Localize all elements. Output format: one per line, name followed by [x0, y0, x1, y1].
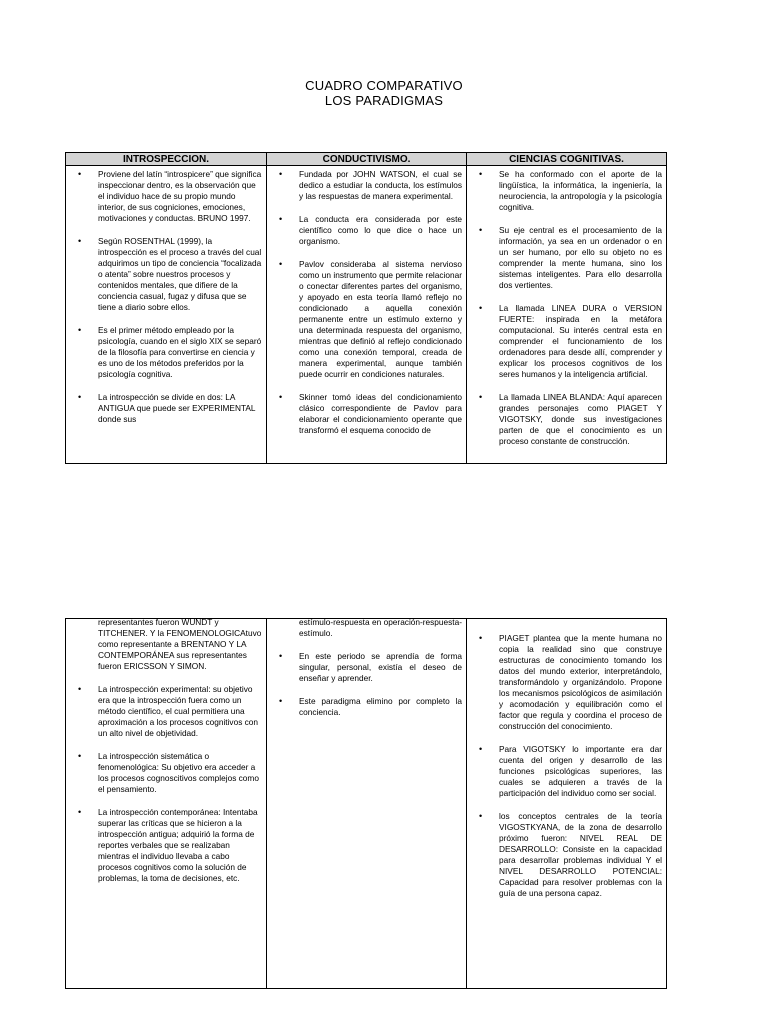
- table-body-row: [66, 166, 667, 464]
- list-item: • Proviene del latín “introspicere” que significa inspeccionar dentro, es la observación que el individuo hace de su propio mundo interior, de sus cogniciones, emociones, motivaciones y conductas. BRUNO 1997.: [98, 169, 262, 224]
- cell-conductivismo-continued: [267, 619, 467, 989]
- list-item: • La introspección se divide en dos: LA ANTIGUA que puede ser EXPERIMENTAL donde sus: [98, 392, 262, 425]
- list-item: • En este periodo se aprendía de forma singular, personal, existía el deseo de enseñar y aprender.: [299, 651, 462, 684]
- comparison-table-page-1: [65, 152, 667, 464]
- cell-ciencias-cognitivas-continued: [467, 619, 667, 989]
- table-body-row: [66, 619, 667, 989]
- header-conductivismo: CONDUCTIVISMO.: [267, 153, 467, 166]
- list-item: • Para VIGOTSKY lo importante era dar cuenta del origen y desarrollo de las funciones psicológicas superiores, las cuales se adquieren a través de la participación del individuo como ser social.: [499, 744, 662, 799]
- list-item: • La llamada LINEA BLANDA: Aquí aparecen grandes personajes como PIAGET Y VIGOTSKY, donde sus investigaciones parten de que el conocimiento es un proceso constante de construcción.: [499, 392, 662, 447]
- list-item: • Según ROSENTHAL (1999), la introspección es el proceso a través del cual adquirimos un tipo de conciencia “focalizada o atenta” sobre nuestros procesos y contenidos mentales, que difiere de la conciencia casual, fugaz y difusa que se tiene a diario sobre ellos.: [98, 236, 262, 313]
- list-item: • Skinner tomó ideas del condicionamiento clásico correspondiente de Pavlov para elaborar el condicionamiento operante que transformó el esquema conocido de: [299, 392, 462, 436]
- header-ciencias-cognitivas: CIENCIAS COGNITIVAS.: [467, 153, 667, 166]
- list-item: • La conducta era considerada por este científico como lo que dice o hace un organismo.: [299, 214, 462, 247]
- list-item: • La introspección contemporánea: Intentaba superar las críticas que se hicieron a la introspección antigua; adquirió la forma de reportes verbales que se realizaban mientras el individuo llevaba a cabo procesos cognitivos como la solución de problemas, la toma de decisiones, etc.: [98, 807, 262, 884]
- list-item: • los conceptos centrales de la teoría VIGOSTKYANA, de la zona de desarrollo próximo fueron: NIVEL REAL DE DESARROLLO: Consiste en la capacidad para desarrollar problemas individual Y el NIVEL DESARROLLO POTENCIAL: Capacidad para resolver problemas con la guía de una persona capaz.: [499, 811, 662, 899]
- cell-introspeccion-continued: [66, 619, 267, 989]
- list-item-continuation: representantes fueron WUNDT y TITCHENER. Y la FENOMENOLOGICAtuvo como representante a BRENTANO Y LA CONTEMPORÁNEA sus representantes fueron ERICSSON Y SIMON.: [98, 617, 262, 671]
- list-item: • Su eje central es el procesamiento de la información, ya sea en un ordenador o en un ser humano, por ello su objeto no es comprender la mente humana, sino los sistemas inteligentes. Para ello desarrolla dos vertientes.: [499, 225, 662, 291]
- list-item: • La llamada LINEA DURA o VERSION FUERTE: inspirada en la metáfora computacional. Su interés central esta en comprender el funcionamiento de los ordenadores para desde allí, comprender y explicar los procesos cognitivos de los seres humanos y la inteligencia artificial.: [499, 303, 662, 380]
- list-item: • Este paradigma elimino por completo la conciencia.: [299, 696, 462, 718]
- table-header-row: [66, 153, 667, 166]
- comparison-table-page-2: [65, 618, 667, 989]
- document-title: CUADRO COMPARATIVO: [305, 78, 463, 93]
- list-item: • Se ha conformado con el aporte de la lingüística, la informática, la ingeniería, la neurociencia, la antropología y la psicología cognitiva.: [499, 169, 662, 213]
- list-item: • Fundada por JOHN WATSON, el cual se dedico a estudiar la conducta, los estímulos y las respuestas de manera experimental.: [299, 169, 462, 202]
- list-item: • La introspección sistemática o fenomenológica: Su objetivo era acceder a los procesos cognoscitivos complejos como el pensamiento.: [98, 751, 262, 795]
- cell-ciencias-cognitivas: [467, 166, 667, 464]
- cell-conductivismo: [267, 166, 467, 464]
- list-item: • PIAGET plantea que la mente humana no copia la realidad sino que construye estructuras de conocimiento tomando los datos del mundo exterior, interpretándolo, transformándolo y organizándolo. Propone los mecanismos psicológicos de asimilación y acomodación y equilibración como el factor que regula y coordina el proceso de construcción del conocimiento.: [499, 633, 662, 732]
- list-item: • Es el primer método empleado por la psicología, cuando en el siglo XIX se separó de la filosofía para convertirse en ciencia y es uno de los métodos preferidos por la psicología cognitiva.: [98, 325, 262, 380]
- list-item: • La introspección experimental: su objetivo era que la introspección fuera como un método científico, el cual permitiera una aproximación a los procesos cognitivos con un alto nivel de objetividad.: [98, 684, 262, 739]
- cell-introspeccion: [66, 166, 267, 464]
- list-item: • Pavlov consideraba al sistema nervioso como un instrumento que permite relacionar o conectar diferentes partes del organismo, y apoyado en esta teoría llamó reflejo no condicionado a aquella conexión permanente entre un estímulo externo y una determinada respuesta del organismo, mientras que definió al reflejo condicionado como una conexión temporal, creada de manera experimental, aunque también puede ocurrir en condiciones naturales.: [299, 259, 462, 380]
- header-introspeccion: INTROSPECCION.: [66, 153, 267, 166]
- document-subtitle: LOS PARADIGMAS: [324, 93, 444, 108]
- list-item-continuation: estímulo-respuesta en operación-respuesta-estímulo.: [299, 617, 462, 638]
